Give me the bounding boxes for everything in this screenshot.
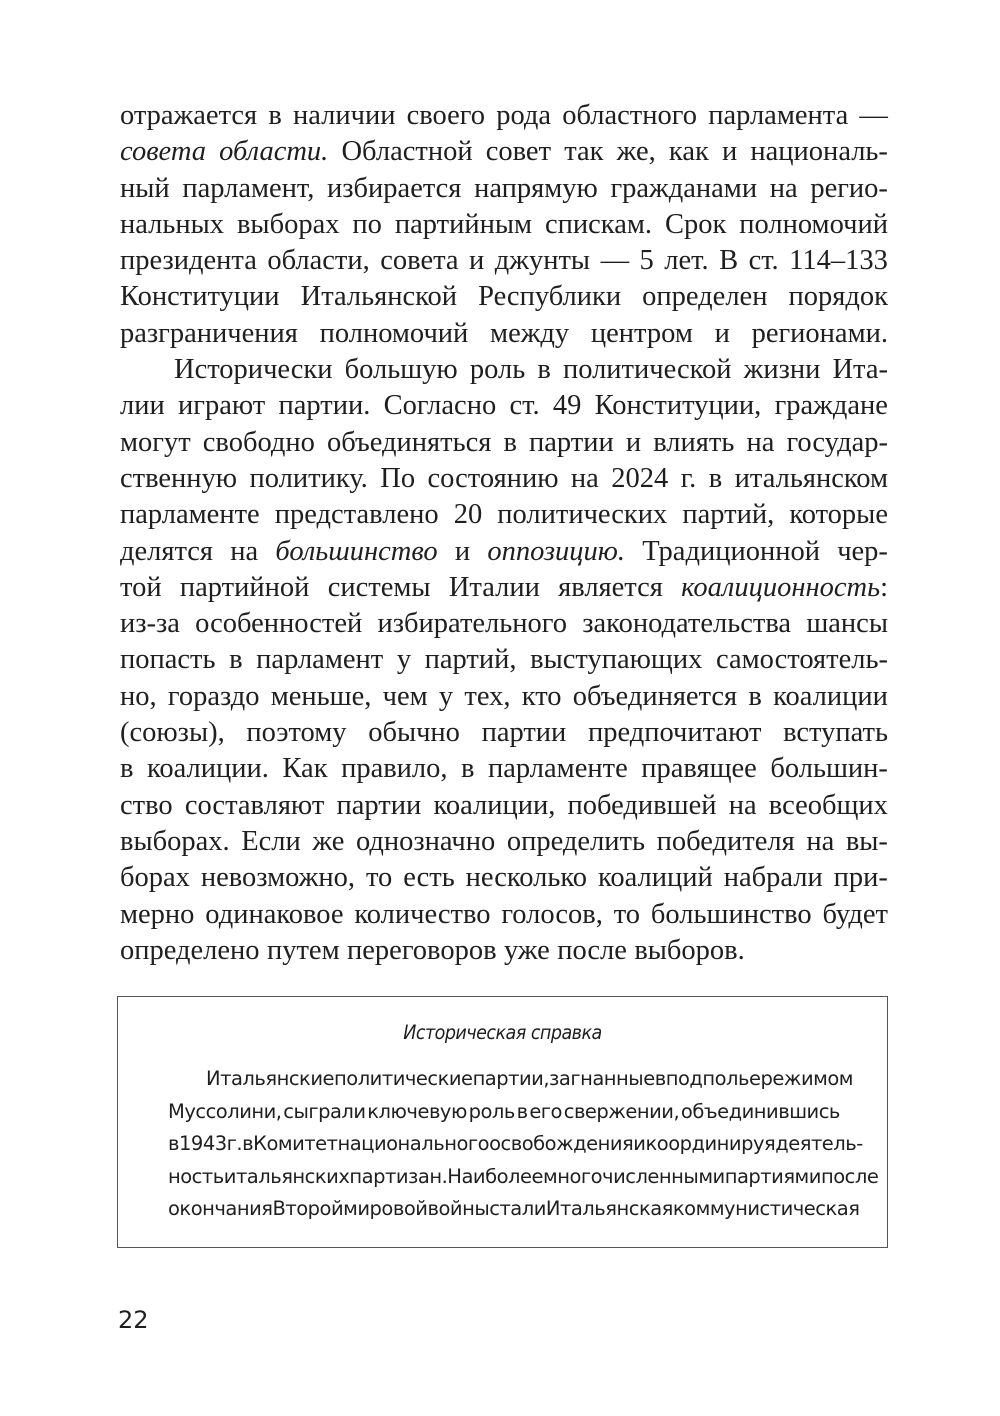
text-word: полномочий [739,208,888,240]
text-word: Конституции, [594,390,762,422]
text-line [120,860,888,896]
text-word: влиять [653,426,735,458]
text-word: Как [282,753,328,785]
note-line [168,1193,860,1226]
note-line [168,1096,840,1129]
text-word: могут [120,426,191,458]
note-line [168,1063,853,1096]
text-word: Согласно [383,390,497,422]
text-word: самостоятель- [715,644,888,676]
text-word: наличии [292,100,396,131]
note-word: сыграли [283,1099,366,1123]
text-word: составляют [184,789,325,821]
note-word: Муссолини, [168,1099,282,1123]
text-word: гораздо [167,680,260,712]
text-word: 2024 [611,462,669,494]
text-line [120,243,888,279]
text-word: области, [267,245,370,277]
main-text [120,98,888,969]
text-word: выборах [236,208,340,240]
note-word: 1943 [179,1132,227,1155]
note-word: после [820,1164,879,1188]
text-word: рода [496,100,552,131]
text-word: 114–133 [789,245,888,277]
text-word: ство [120,789,173,821]
text-word: победителя [656,825,795,857]
text-word: граждане [774,390,888,422]
text-word: коалиции. [146,753,269,785]
text-word: всеобщих [768,789,888,821]
text-word: Ита- [832,354,888,386]
text-word: областного [562,100,697,131]
text-word: в [537,354,551,386]
text-word: партий, [682,499,775,531]
text-word: однозначно [355,825,496,857]
text-word: чер- [837,535,888,567]
text-word: президента [120,245,257,277]
text-word: 20 [453,499,483,531]
note-word: в [242,1132,254,1155]
text-word: большую [344,354,458,386]
text-word: регио- [810,172,888,204]
text-word: партии [336,789,422,821]
text-word: ственную [120,462,238,494]
text-word: напрямую [474,172,598,204]
text-word: отражается [120,100,258,131]
text-word: голосов, [501,898,603,930]
text-word: после [557,934,627,966]
text-word: по [352,208,382,240]
text-word: выборов. [634,934,745,966]
text-line [120,534,888,570]
text-line [120,207,888,243]
text-word: борах [120,862,190,894]
text-line [120,497,888,533]
text-word: парламент, [182,172,315,204]
text-word: ст. [748,245,779,277]
text-word: набрали [723,862,823,894]
text-word: уже [503,934,550,966]
text-word: же [312,825,345,857]
note-word: свержении, [563,1099,680,1123]
text-word: нальных [120,208,225,240]
note-word: национального [337,1132,490,1155]
text-word: особенностей [195,608,363,640]
text-word: количество [354,898,491,930]
text-word: тех, [464,680,511,712]
text-word: законодательства [582,608,792,640]
text-word: регионами. [751,317,888,349]
text-line [120,134,888,170]
note-word: итальянских [223,1164,350,1188]
text-word: (союзы), [120,717,225,749]
text-word: одинаковое [205,898,344,930]
text-word: совет [485,136,552,168]
note-word: партии, [472,1067,550,1090]
text-word: невозможно, [200,862,356,894]
text-word: представлено [274,499,439,531]
text-word: на [570,462,599,494]
text-word: партии. [278,390,371,422]
text-word: Исторически [174,354,333,386]
text-word: Италии [448,571,540,603]
text-word: в [268,100,282,131]
note-word: мировой [343,1197,428,1220]
text-word: коалиций [597,862,713,894]
text-word: коалиции, [433,789,556,821]
text-word: выборах. [120,825,230,857]
note-word: Наиболее [447,1164,543,1188]
text-line [120,606,888,642]
text-word: Областной [341,136,473,168]
page-number: 22 [118,1306,149,1334]
text-word: коалиции [773,680,888,712]
text-word: и [625,426,642,458]
note-word: подполье [665,1067,761,1090]
note-word: Итальянская [545,1197,673,1220]
note-word: войны [427,1197,490,1220]
text-word: ст. [509,390,540,422]
text-word: совета [380,245,459,277]
note-word: партизан. [349,1164,448,1188]
text-line [120,279,888,315]
text-word: избирается [327,172,462,204]
text-word: 49 [552,390,582,422]
text-word: политических [497,499,668,531]
text-word: между [490,317,570,349]
text-word: в [503,426,517,458]
text-word: путем [266,934,340,966]
text-word: спискам. [544,208,653,240]
text-word: является [558,571,663,603]
note-word: многочисленными [542,1164,725,1188]
note-word: загнанные [549,1067,655,1090]
text-word: на [806,825,835,857]
text-word: г. [680,462,697,494]
text-word: объединяется [572,680,738,712]
text-line [120,933,888,969]
text-word: кто [521,680,562,712]
text-word: на [230,535,259,567]
text-word: националь- [750,136,888,168]
note-word: в [168,1132,179,1155]
text-line [120,715,888,751]
text-word: определить [506,825,645,857]
text-word: попасть [120,644,216,676]
text-word: той [120,571,162,603]
note-word: г. [226,1132,243,1155]
text-word: предпочитают [587,717,762,749]
text-word: у [438,680,454,712]
text-word: обычно [368,717,460,749]
note-word: объединившись [680,1099,840,1123]
text-word: партии [529,426,614,458]
text-word: вы- [845,825,888,857]
text-word: центром [590,317,693,349]
text-word: и [714,317,730,349]
text-word: Итальянской [300,281,458,313]
text-word: то [613,898,641,930]
text-word: Срок [664,208,727,240]
text-word: определен [642,281,768,313]
text-word: правило, [341,753,448,785]
text-word: итальянском [734,462,888,494]
text-word: в [120,753,134,785]
italic-term: области. [219,136,329,168]
text-word: так [564,136,604,168]
note-word: в [516,1099,528,1123]
text-word: — [859,100,888,131]
note-word: коммунистическая [672,1197,860,1220]
text-word: партии [481,717,567,749]
text-line [120,570,888,606]
text-word: переговоров [347,934,497,966]
text-word: лии [120,390,165,422]
text-word: партийным [394,208,533,240]
text-line [120,751,888,787]
text-word: на [769,172,798,204]
text-line [120,461,888,497]
text-line [120,788,888,824]
note-line [168,1128,863,1161]
note-word: стали [489,1197,546,1220]
text-word: В [719,245,739,277]
text-word: джунты [494,245,591,277]
text-word: политику. [249,462,368,494]
note-word: ность [168,1164,224,1188]
text-word: определено [120,934,260,966]
text-word: поэтому [246,717,347,749]
text-word: которые [789,499,888,531]
italic-term: коалиционность: [681,571,888,603]
text-word: объединяться [326,426,492,458]
historical-note-title: Историческая справка [403,1021,602,1044]
text-word: парламенте [488,753,628,785]
text-word: и [721,136,738,168]
text-word: партий, [424,644,517,676]
text-word: есть [403,862,455,894]
italic-term: большинство [275,535,438,567]
text-line [120,98,888,134]
note-word: ключевую [367,1099,467,1123]
note-word: в [654,1067,666,1090]
text-word: и [454,535,471,567]
text-line [120,352,888,388]
note-word: координируя [645,1132,776,1155]
text-word: чем [382,680,428,712]
text-word: парламент [256,644,384,676]
text-word: меньше, [270,680,372,712]
note-word: Комитет [253,1132,338,1155]
text-word: своего [406,100,486,131]
text-word: шансы [806,608,888,640]
note-word: Итальянские [206,1067,335,1090]
text-word: будет [822,898,888,930]
text-line [120,316,888,352]
text-word: в [461,753,475,785]
italic-term: совета [120,136,207,168]
text-line [120,897,888,933]
text-line [120,425,888,461]
historical-note-body [168,1063,879,1226]
text-word: разграничения [120,317,298,349]
text-word: играют [178,390,266,422]
text-word: большин- [770,753,888,785]
note-line [168,1161,879,1194]
text-word: большинство [650,898,812,930]
text-word: Республики [478,281,622,313]
text-word: но, [120,680,157,712]
text-word: у [396,644,412,676]
text-word: несколько [465,862,588,894]
text-word: : [880,571,888,603]
text-word: делятся [120,535,214,567]
note-word: освобождения [489,1132,634,1155]
text-word: и [469,245,485,277]
text-line [120,642,888,678]
text-word: на [728,789,757,821]
note-word: его [529,1099,562,1123]
note-word: и [633,1132,646,1155]
text-word: Конституции [120,281,280,313]
text-line [120,824,888,860]
text-word: полномочий [319,317,469,349]
text-word: победившей [567,789,717,821]
text-line [120,388,888,424]
text-word: ный [120,172,170,204]
text-word: состоянию [427,462,559,494]
text-line [120,679,888,715]
text-word: парламента [708,100,849,131]
text-word: жизни [743,354,821,386]
text-word: лет. [664,245,709,277]
text-word: в [229,644,243,676]
text-word: в [708,462,723,494]
text-word: порядок [788,281,888,313]
note-word: партиями [724,1164,821,1188]
text-word: политической [562,354,732,386]
note-word: деятель- [775,1132,863,1155]
text-word: Традиционной [642,535,820,567]
text-word: в [748,680,762,712]
text-word: при- [833,862,888,894]
text-word: на [746,426,775,458]
note-word: роль [468,1099,515,1123]
text-word: роль [469,354,526,386]
text-word: то [365,862,393,894]
text-word: правящее [641,753,757,785]
text-word: из-за [120,608,180,640]
text-word: гражданами [610,172,758,204]
text-word: вступать [783,717,888,749]
text-word: парламенте [120,499,260,531]
text-word: Если [241,825,301,857]
text-word: государ- [786,426,888,458]
note-word: окончания [168,1197,273,1220]
text-word: же, [616,136,656,168]
text-word: По [380,462,416,494]
note-word: политические [334,1067,473,1090]
text-word: свободно [202,426,315,458]
text-word: как [668,136,709,168]
historical-note-box [117,996,888,1248]
text-word: мерно [120,898,195,930]
italic-term: оппозицию. [487,535,626,567]
text-word: выступающих [530,644,703,676]
text-word: системы [327,571,431,603]
text-word: избирательного [377,608,568,640]
text-word: партийной [179,571,310,603]
text-word: 5 [639,245,654,277]
text-line [120,171,888,207]
note-word: режимом [760,1067,853,1090]
text-word: — [600,245,630,277]
note-word: Второй [272,1197,344,1220]
